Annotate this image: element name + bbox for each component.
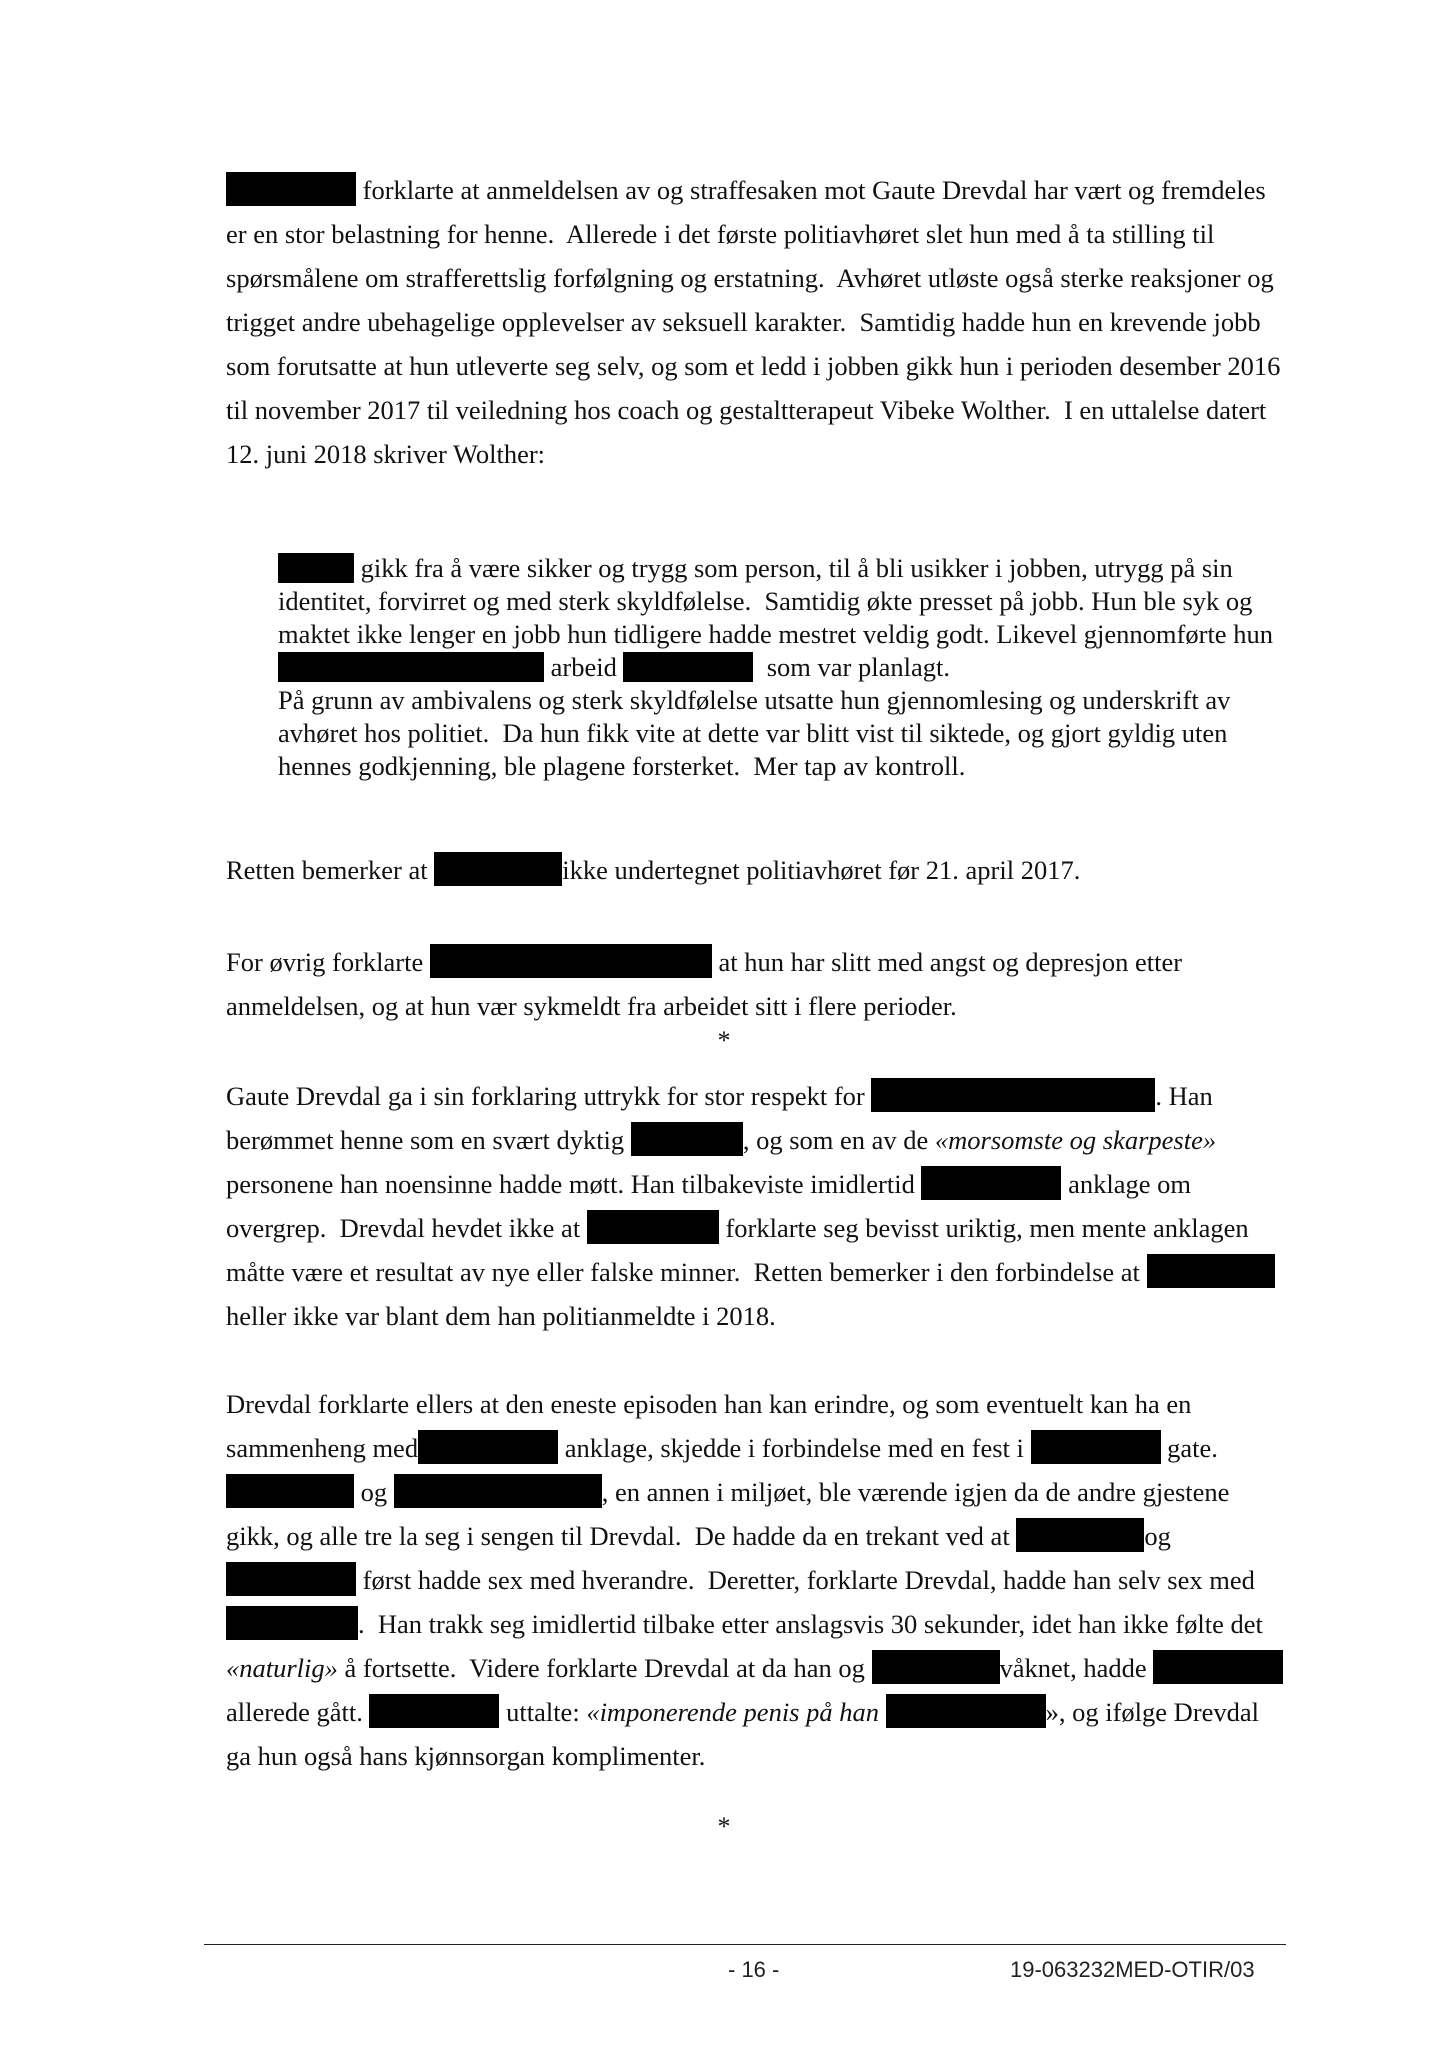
redaction-box: [418, 1430, 558, 1464]
redaction-box: [921, 1166, 1061, 1200]
text-segment: og: [354, 1477, 394, 1507]
redaction-box: [394, 1474, 602, 1508]
section-separator-2: *: [717, 1812, 731, 1841]
redaction-box: [226, 1606, 358, 1640]
text-segment: Gaute Drevdal ga i sin forklaring uttrykk for stor respekt for: [226, 1081, 872, 1111]
block-quote: [278, 552, 1288, 783]
text-segment: våknet, hadde: [999, 1653, 1154, 1683]
text-segment: , og som en av de: [742, 1125, 935, 1155]
text-segment: som var planlagt. På grunn av ambivalens og sterk skyldfølelse utsatte hun gjennomlesing og underskrift av avhøret hos politiet. Da hun fikk vite at dette var blitt vist til siktede, og gjort gyldig uten hennes godkjenning, ble plagene forsterket. Mer tap av kontroll.: [278, 652, 1231, 781]
text-segment: først hadde sex med hverandre. Deretter, forklarte Drevdal, hadde han selv sex med: [356, 1565, 1255, 1595]
quoted-phrase: «imponerende penis på han: [586, 1697, 886, 1727]
text-segment: at hun har slitt med angst og depresjon etter anmeldelsen, og at hun vær sykmeldt fra arbeidet sitt i flere perioder.: [226, 947, 1189, 1021]
text-segment: og: [1144, 1521, 1178, 1551]
quoted-phrase: «morsomste og skarpeste»: [934, 1125, 1217, 1155]
text-segment: allerede gått.: [226, 1653, 1290, 1727]
redaction-box: [434, 852, 562, 886]
text-segment: personene han noensinne hadde møtt. Han tilbakeviste imidlertid: [226, 1125, 1223, 1199]
text-segment: gikk fra å være sikker og trygg som person, til å bli usikker i jobben, utrygg på sin identitet, forvirret og med sterk skyldfølelse. Samtidig økte presset på jobb. Hun ble syk og maktet ikke lenger en jobb hun tidligere hadde mestret veldig godt. Likevel gjennomførte hun: [278, 553, 1280, 649]
redaction-box: [886, 1694, 1046, 1728]
redaction-box: [226, 1474, 354, 1508]
text-segment: Retten bemerker at: [226, 855, 435, 885]
text-segment: gate.: [1160, 1433, 1225, 1463]
paragraph-1: [226, 168, 1288, 476]
footer-divider: [204, 1944, 1286, 1945]
case-number: 19-063232MED-OTIR/03: [1010, 1957, 1255, 1982]
redaction-box: [871, 1078, 1155, 1112]
redaction-box: [1031, 1430, 1161, 1464]
text-segment: uttalte:: [499, 1697, 587, 1727]
redaction-box: [631, 1122, 743, 1156]
text-segment: anklage om overgrep. Drevdal hevdet ikke at: [226, 1169, 1198, 1243]
redaction-box: [226, 172, 356, 206]
redaction-box: [1016, 1518, 1144, 1552]
text-segment: anklage, skjedde i forbindelse med en fest i: [558, 1433, 1031, 1463]
redaction-box: [430, 944, 712, 978]
text-segment: heller ikke var blant dem han politianmeldte i 2018.: [226, 1301, 776, 1331]
page-number: - 16 -: [728, 1957, 780, 1982]
redaction-box: [587, 1210, 719, 1244]
redaction-box: [278, 553, 354, 583]
paragraph-3: [226, 940, 1288, 1028]
text-segment: , en annen i miljøet, ble værende igjen da de andre gjestene gikk, og alle tre la seg i sengen til Drevdal. De hadde da en trekant ved at: [226, 1477, 1237, 1551]
text-segment: Drevdal forklarte ellers at den eneste episoden han kan erindre, og som eventuelt kan ha en sammenheng med: [226, 1389, 1199, 1463]
text-segment: . Han berømmet henne som en svært dyktig: [226, 1081, 1220, 1155]
paragraph-5: [226, 1382, 1288, 1778]
text-segment: ikke undertegnet politiavhøret før 21. april 2017.: [562, 855, 1081, 885]
paragraph-4: [226, 1074, 1288, 1338]
text-segment: forklarte seg bevisst uriktig, men mente anklagen måtte være et resultat av nye eller falske minner. Retten bemerker i den forbindelse at: [226, 1213, 1256, 1287]
redaction-box: [872, 1650, 1000, 1684]
text-segment: », og ifølge Drevdal ga hun også hans kjønnsorgan komplimenter.: [226, 1697, 1266, 1771]
redaction-box: [278, 652, 544, 682]
text-segment: For øvrig forklarte: [226, 947, 430, 977]
text-segment: å fortsette. Videre forklarte Drevdal at da han og: [337, 1653, 872, 1683]
redaction-box: [1153, 1650, 1283, 1684]
text-segment: . Han trakk seg imidlertid tilbake etter anslagsvis 30 sekunder, idet han ikke følte det: [358, 1609, 1270, 1639]
redaction-box: [1147, 1254, 1275, 1288]
redaction-box: [623, 652, 753, 682]
text-segment: arbeid: [544, 652, 624, 682]
quoted-phrase: «naturlig»: [226, 1653, 338, 1683]
text-segment: forklarte at anmeldelsen av og straffesaken mot Gaute Drevdal har vært og fremdeles er en stor belastning for henne. Allerede i det første politiavhøret slet hun med å ta stilling til spørsmålene om strafferettslig forfølgning og erstatning. Avhøret utløste også sterke reaksjoner og trigget andre ubehagelige opplevelser av seksuell karakter. Samtidig hadde hun en krevende jobb som forutsatte at hun utleverte seg selv, og som et ledd i jobben gikk hun i perioden desember 2016 til november 2017 til veiledning hos coach og gestaltterapeut Vibeke Wolther. I en uttalelse datert 12. juni 2018 skriver Wolther:: [226, 175, 1287, 469]
section-separator-1: *: [717, 1026, 731, 1055]
redaction-box: [369, 1694, 499, 1728]
redaction-box: [226, 1562, 356, 1596]
paragraph-2: [226, 848, 1288, 892]
